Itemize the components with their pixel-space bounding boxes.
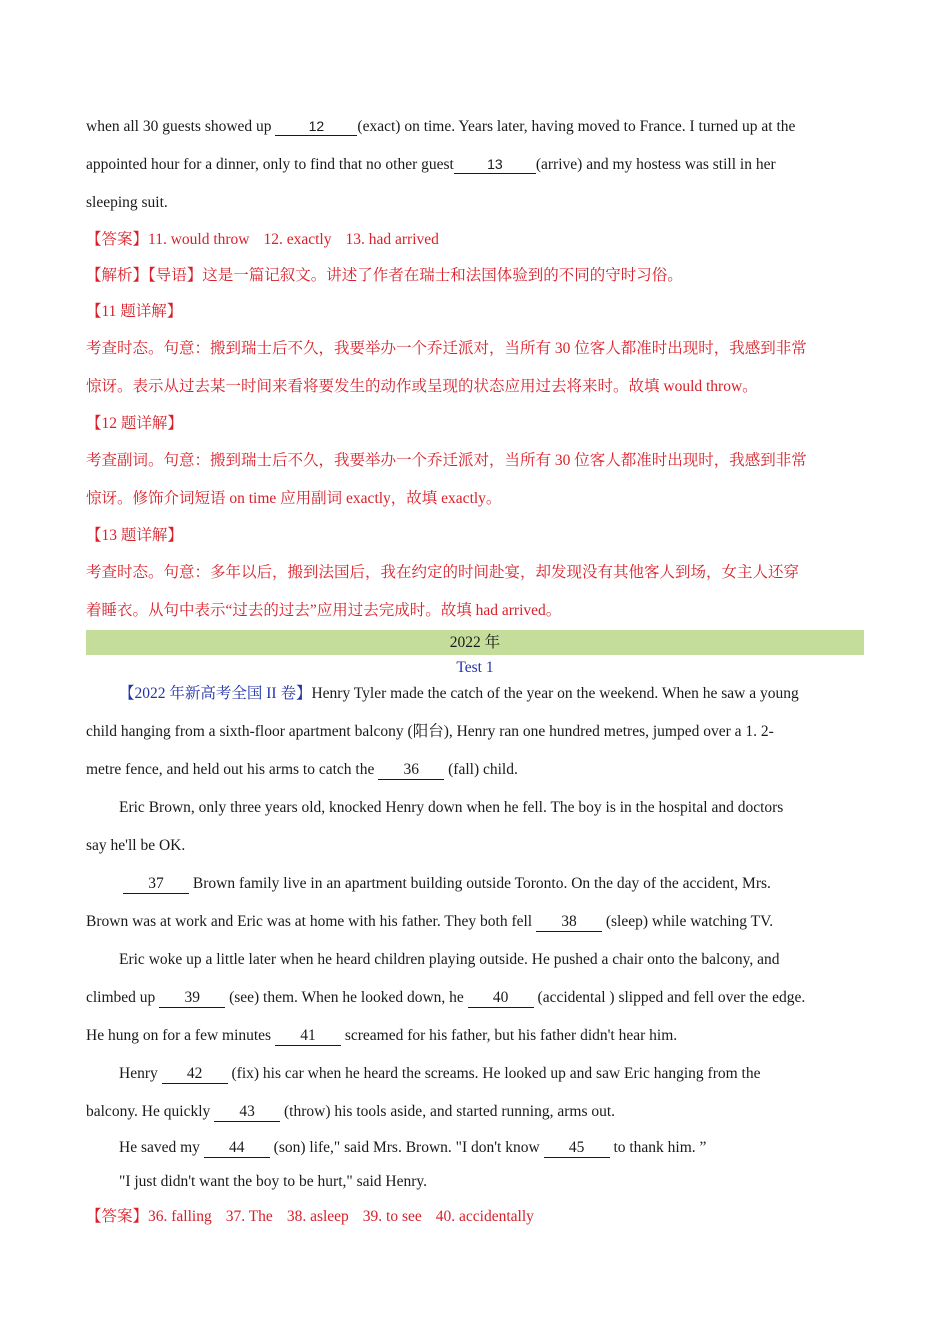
text-run: (see) them. When he looked down, he (225, 989, 468, 1006)
analysis-guide: 【解析】【导语】这是一篇记叙文。讲述了作者在瑞士和法国体验到的不同的守时习俗。 (86, 267, 683, 284)
answer-label: 【答案】 (86, 231, 149, 248)
answer-label: 【答案】 (86, 1208, 149, 1225)
q12-line-1: 考查副词。句意：搬到瑞士后不久，我要举办一个乔迁派对，当所有 30 位客人都准时出现时，我感到非常 (86, 452, 807, 469)
q13-line-1: 考查时态。句意：多年以后，搬到法国后，我在约定的时间赴宴，却发现没有其他客人到场，女主人还穿 (86, 564, 800, 581)
blank-38[interactable]: 38 (536, 914, 602, 932)
q12-line-2: 惊讶。修饰介词短语 on time 应用副词 exactly，故填 exactly。 (86, 490, 502, 507)
text-run: (son) life," said Mrs. Brown. "I don't know (269, 1139, 544, 1156)
passage-p6 (86, 1131, 864, 1165)
passage-p5-line-1 (86, 1055, 864, 1093)
answer-item: 37. The (225, 1208, 273, 1225)
text-run: (arrive) and my hostess was still in her (535, 156, 776, 173)
answer-item: 12. exactly (263, 231, 332, 248)
source-tag: 【2022 年新高考全国 II 卷】 (119, 685, 312, 702)
passage-p1-line-3 (86, 751, 864, 789)
intro-line-3: sleeping suit. (86, 194, 168, 211)
answer-item: 36. falling (148, 1208, 212, 1225)
text-run: He hung on for a few minutes (86, 1027, 275, 1044)
blank-37[interactable]: 37 (123, 876, 189, 894)
text-run: Henry (119, 1065, 162, 1082)
blank-43[interactable]: 43 (214, 1104, 280, 1122)
passage-p1-line-2: child hanging from a sixth-floor apartment balcony (阳台), Henry ran one hundred metres, jumped over a 1. 2- (86, 723, 774, 740)
text-run: (exact) on time. Years later, having moved to France. I turned up at the (357, 118, 796, 135)
passage-p4-line-2 (86, 979, 864, 1017)
year-banner: 2022 年 (86, 630, 864, 655)
text-run: Brown was at work and Eric was at home with his father. They both fell (86, 913, 536, 930)
answer-row-2 (86, 1199, 864, 1235)
blank-42[interactable]: 42 (162, 1066, 228, 1084)
text-run: (throw) his tools aside, and started running, arms out. (280, 1103, 616, 1120)
document-page (86, 108, 864, 1235)
q13-line-2: 着睡衣。从句中表示“过去的过去”应用过去完成时。故填 had arrived。 (86, 602, 562, 619)
text-run: to thank him. ” (609, 1139, 707, 1156)
text-run: He saved my (119, 1139, 204, 1156)
passage-p2-line-2: say he'll be OK. (86, 837, 186, 854)
answer-item: 13. had arrived (345, 231, 439, 248)
text-run: Henry Tyler made the catch of the year on the weekend. When he saw a young (311, 685, 799, 702)
blank-45[interactable]: 45 (544, 1140, 610, 1158)
answer-item: 11. would throw (148, 231, 250, 248)
passage-p5-line-2 (86, 1093, 864, 1131)
text-run: Brown family live in an apartment building outside Toronto. On the day of the accident, Mrs. (189, 875, 771, 892)
blank-12[interactable]: 12 (275, 118, 357, 136)
passage-p2-line-1: Eric Brown, only three years old, knocked Henry down when he fell. The boy is in the hospital and doctors (119, 799, 784, 816)
blank-44[interactable]: 44 (204, 1140, 270, 1158)
text-run: balcony. He quickly (86, 1103, 215, 1120)
text-run: (sleep) while watching TV. (601, 913, 774, 930)
passage-p3-line-2 (86, 903, 864, 941)
blank-40[interactable]: 40 (468, 990, 534, 1008)
intro-line-1 (86, 108, 864, 146)
text-run: (fix) his car when he heard the screams. He looked up and saw Eric hanging from the (227, 1065, 761, 1082)
passage-p7: "I just didn't want the boy to be hurt," said Henry. (119, 1173, 428, 1190)
q11-line-2: 惊讶。表示从过去某一时间来看将要发生的动作或呈现的状态应用过去将来时。故填 would throw。 (86, 378, 758, 395)
answer-item: 40. accidentally (435, 1208, 534, 1225)
blank-13[interactable]: 13 (454, 156, 536, 174)
text-run: appointed hour for a dinner, only to find that no other guest (86, 156, 454, 173)
answer-item: 39. to see (362, 1208, 422, 1225)
text-run: climbed up (86, 989, 160, 1006)
passage-p1-line-1 (86, 681, 864, 713)
q13-heading: 【13 题详解】 (86, 527, 183, 544)
text-run: metre fence, and held out his arms to catch the (86, 761, 379, 778)
intro-line-2 (86, 146, 864, 184)
q12-heading: 【12 题详解】 (86, 415, 183, 432)
text-run: (accidental ) slipped and fell over the edge. (533, 989, 806, 1006)
passage-p4-line-3 (86, 1017, 864, 1055)
blank-36[interactable]: 36 (378, 762, 444, 780)
passage-p4-line-1: Eric woke up a little later when he heard children playing outside. He pushed a chair onto the balcony, and (119, 951, 780, 968)
answer-item: 38. asleep (286, 1208, 349, 1225)
blank-39[interactable]: 39 (159, 990, 225, 1008)
text-run: (fall) child. (444, 761, 518, 778)
q11-line-1: 考查时态。句意：搬到瑞士后不久，我要举办一个乔迁派对，当所有 30 位客人都准时出现时，我感到非常 (86, 340, 807, 357)
text-run: when all 30 guests showed up (86, 118, 276, 135)
test-title: Test 1 (456, 659, 494, 676)
answer-row-1 (86, 222, 864, 258)
text-run: screamed for his father, but his father didn't hear him. (340, 1027, 678, 1044)
passage-p3-line-1 (86, 865, 864, 903)
q11-heading: 【11 题详解】 (86, 303, 183, 320)
blank-41[interactable]: 41 (275, 1028, 341, 1046)
